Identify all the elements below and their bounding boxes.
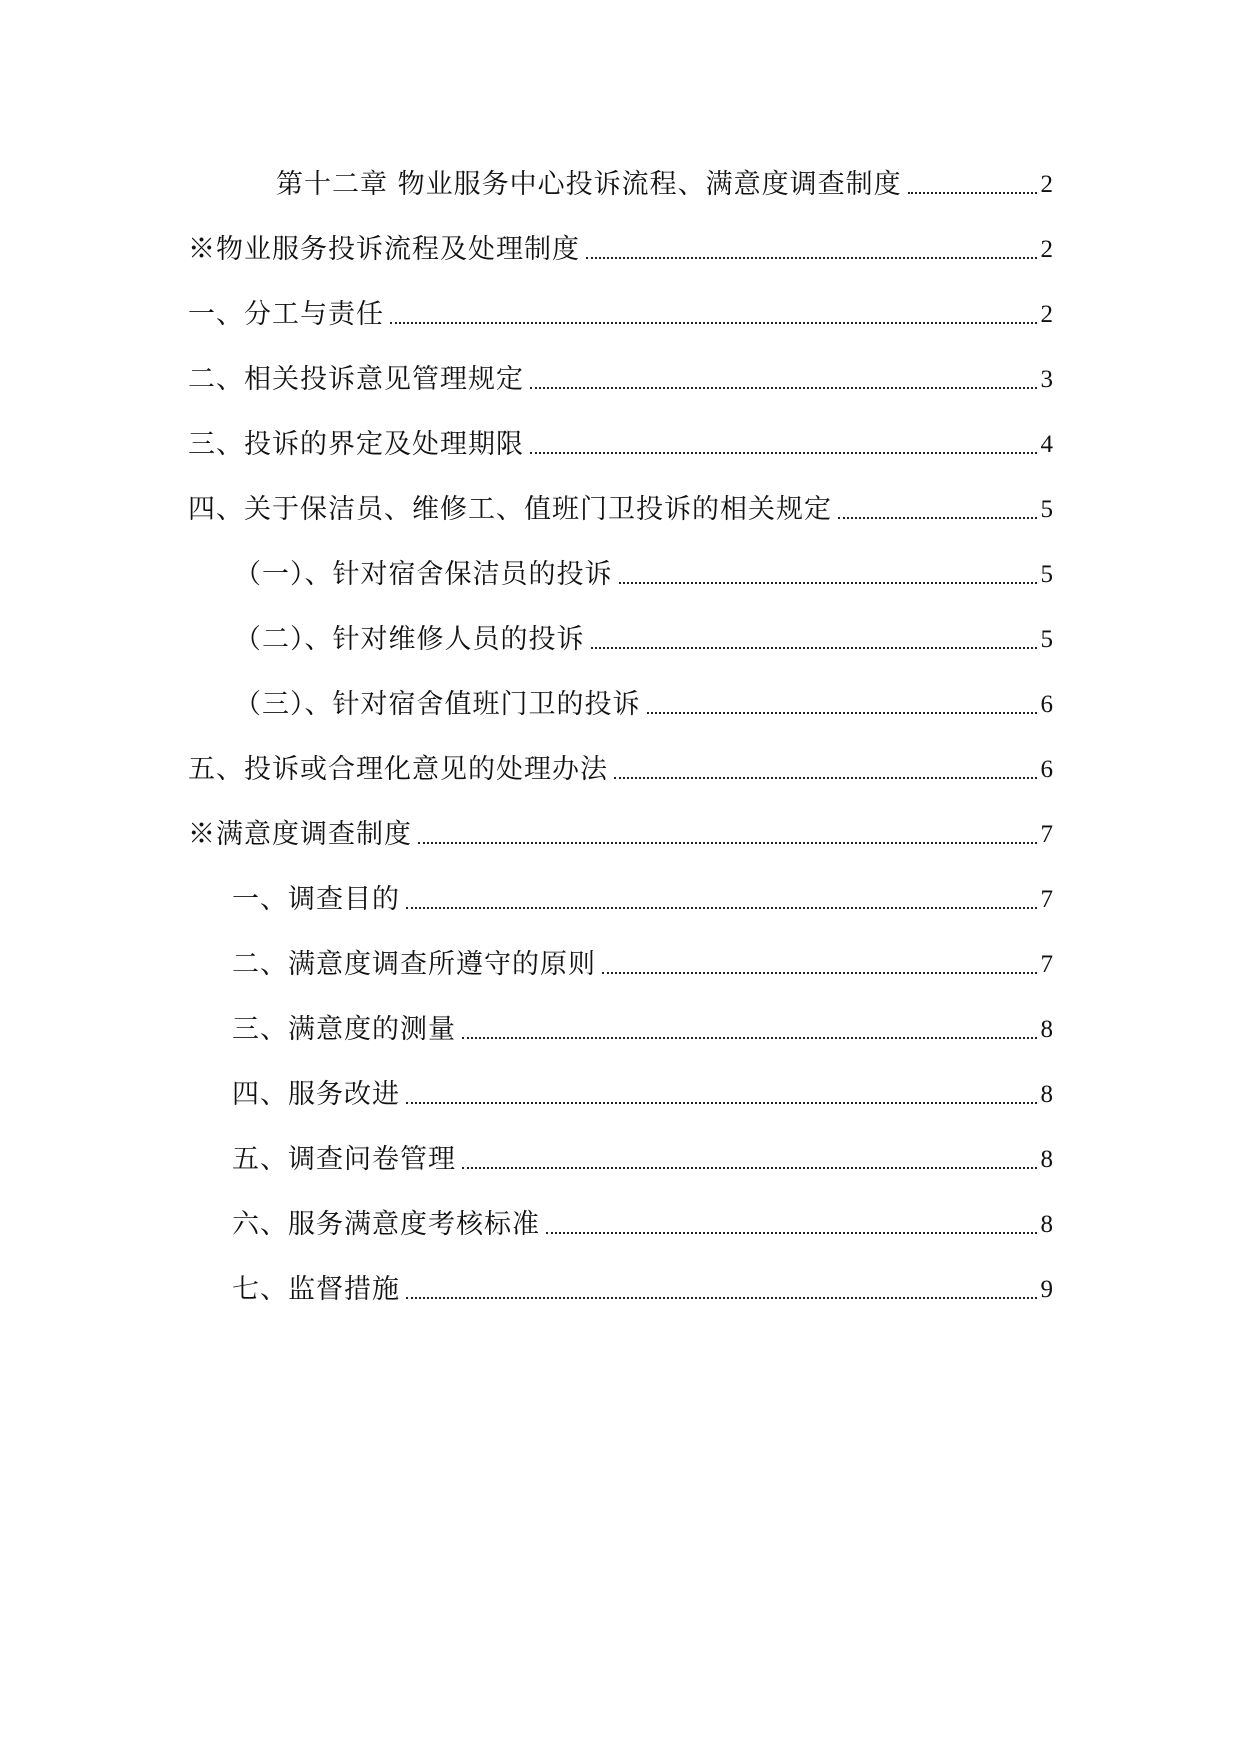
toc-dot-leader bbox=[591, 647, 1037, 649]
toc-entry-service-improvement[interactable] bbox=[232, 1072, 1053, 1112]
toc-dot-leader bbox=[586, 257, 1037, 259]
toc-entry-assessment-standards[interactable] bbox=[232, 1202, 1053, 1242]
toc-entry-title: 四、服务改进 bbox=[232, 1079, 400, 1110]
toc-dot-leader bbox=[908, 192, 1037, 194]
toc-entry-title: 第十二章 物业服务中心投诉流程、满意度调查制度 bbox=[276, 169, 902, 200]
toc-entry-title: 五、调查问卷管理 bbox=[232, 1144, 456, 1175]
toc-entry-satisfaction-survey[interactable] bbox=[188, 812, 1053, 852]
toc-entry-survey-principles[interactable] bbox=[232, 942, 1053, 982]
toc-entry-complaint-management[interactable] bbox=[188, 357, 1053, 397]
toc-entry-title: ※满意度调查制度 bbox=[188, 819, 412, 850]
toc-entry-chapter-12[interactable] bbox=[276, 162, 1053, 202]
toc-dot-leader bbox=[418, 842, 1037, 844]
toc-entry-page: 9 bbox=[1040, 1276, 1053, 1303]
toc-entry-title: 七、监督措施 bbox=[232, 1274, 400, 1305]
toc-entry-complaint-process[interactable] bbox=[188, 227, 1053, 267]
toc-dot-leader bbox=[619, 582, 1037, 584]
toc-entry-page: 4 bbox=[1040, 431, 1053, 458]
toc-entry-maintenance-complaints[interactable] bbox=[234, 617, 1053, 657]
toc-dot-leader bbox=[838, 517, 1037, 519]
toc-dot-leader bbox=[406, 907, 1037, 909]
toc-entry-page: 7 bbox=[1040, 951, 1053, 978]
toc-entry-complaint-definition[interactable] bbox=[188, 422, 1053, 462]
toc-dot-leader bbox=[647, 712, 1037, 714]
toc-entry-page: 2 bbox=[1040, 301, 1053, 328]
toc-dot-leader bbox=[406, 1297, 1037, 1299]
toc-entry-page: 6 bbox=[1040, 756, 1053, 783]
toc-entry-title: 四、关于保洁员、维修工、值班门卫投诉的相关规定 bbox=[188, 494, 832, 525]
toc-entry-page: 5 bbox=[1040, 561, 1053, 588]
toc-dot-leader bbox=[546, 1232, 1037, 1234]
toc-entry-division-of-labor[interactable] bbox=[188, 292, 1053, 332]
toc-entry-page: 8 bbox=[1040, 1016, 1053, 1043]
toc-dot-leader bbox=[530, 387, 1037, 389]
toc-entry-guard-complaints[interactable] bbox=[234, 682, 1053, 722]
toc-entry-page: 7 bbox=[1040, 821, 1053, 848]
toc-entry-title: 三、满意度的测量 bbox=[232, 1014, 456, 1045]
toc-entry-title: 三、投诉的界定及处理期限 bbox=[188, 429, 524, 460]
toc-entry-satisfaction-measurement[interactable] bbox=[232, 1007, 1053, 1047]
toc-entry-title: 二、满意度调查所遵守的原则 bbox=[232, 949, 596, 980]
toc-entry-page: 5 bbox=[1040, 626, 1053, 653]
toc-entry-page: 8 bbox=[1040, 1081, 1053, 1108]
toc-entry-page: 7 bbox=[1040, 886, 1053, 913]
toc-entry-staff-complaint-rules[interactable] bbox=[188, 487, 1053, 527]
toc-entry-title: 二、相关投诉意见管理规定 bbox=[188, 364, 524, 395]
toc-entry-questionnaire-management[interactable] bbox=[232, 1137, 1053, 1177]
toc-dot-leader bbox=[602, 972, 1037, 974]
toc-entry-title: （三）、针对宿舍值班门卫的投诉 bbox=[234, 689, 641, 720]
toc-entry-cleaner-complaints[interactable] bbox=[234, 552, 1053, 592]
toc-dot-leader bbox=[462, 1167, 1037, 1169]
toc-dot-leader bbox=[462, 1037, 1037, 1039]
toc-dot-leader bbox=[406, 1102, 1037, 1104]
toc-entry-page: 6 bbox=[1040, 691, 1053, 718]
toc-entry-title: 一、调查目的 bbox=[232, 884, 400, 915]
toc-entry-page: 8 bbox=[1040, 1146, 1053, 1173]
toc-dot-leader bbox=[614, 777, 1037, 779]
toc-entry-page: 3 bbox=[1040, 366, 1053, 393]
toc-entry-title: （一）、针对宿舍保洁员的投诉 bbox=[234, 559, 613, 590]
toc-entry-title: 一、分工与责任 bbox=[188, 299, 384, 330]
toc-entry-survey-purpose[interactable] bbox=[232, 877, 1053, 917]
toc-entry-page: 2 bbox=[1040, 236, 1053, 263]
toc-entry-title: （二）、针对维修人员的投诉 bbox=[234, 624, 585, 655]
toc-dot-leader bbox=[530, 452, 1037, 454]
toc-entry-title: 五、投诉或合理化意见的处理办法 bbox=[188, 754, 608, 785]
toc-dot-leader bbox=[390, 322, 1037, 324]
toc-entry-handling-methods[interactable] bbox=[188, 747, 1053, 787]
toc-entry-page: 8 bbox=[1040, 1211, 1053, 1238]
toc-entry-supervision-measures[interactable] bbox=[232, 1267, 1053, 1307]
toc-entry-page: 2 bbox=[1040, 171, 1053, 198]
toc-entry-title: ※物业服务投诉流程及处理制度 bbox=[188, 234, 580, 265]
toc-entry-title: 六、服务满意度考核标准 bbox=[232, 1209, 540, 1240]
toc-entry-page: 5 bbox=[1040, 496, 1053, 523]
